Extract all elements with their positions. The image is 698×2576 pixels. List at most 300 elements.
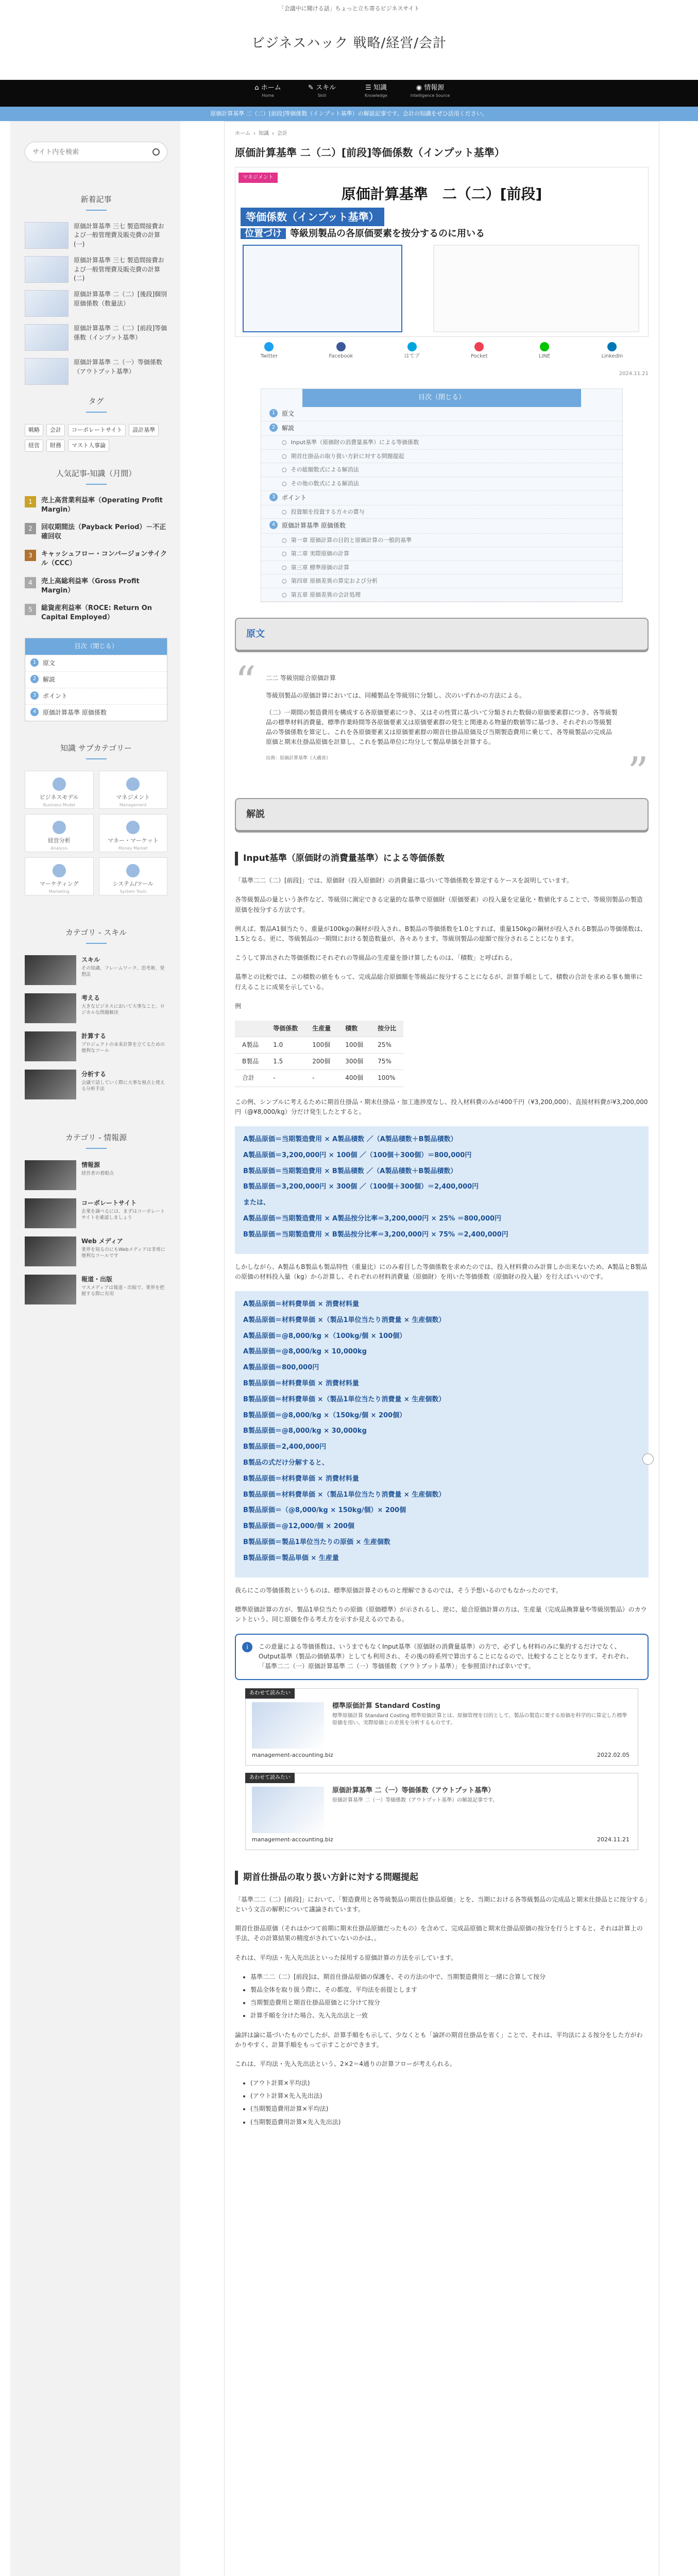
table-cell: 1.5 xyxy=(266,1054,305,1070)
site-title[interactable]: ビジネスハック 戦略/経営/会計 xyxy=(251,36,447,51)
toc-bullet-icon: ○ xyxy=(282,578,287,585)
toc-item[interactable] xyxy=(261,421,622,436)
toc-bullet-icon: ○ xyxy=(282,508,287,515)
toc-item[interactable] xyxy=(261,407,622,421)
card-title[interactable]: 標準原価計算 Standard Costing xyxy=(332,1702,440,1710)
calc-line: B製品原価＝製品単価 × 生産量 xyxy=(243,1554,339,1562)
ranking-item[interactable] xyxy=(25,496,167,515)
nav-source[interactable]: ◉ 情報源 Intelligence Source xyxy=(410,84,450,98)
subcategory-card[interactable] xyxy=(25,857,94,895)
calc-line: A製品原価＝@8,000/kg × 10,000kg xyxy=(243,1348,367,1356)
search-box[interactable] xyxy=(25,142,167,162)
card-date: 2022.02.05 xyxy=(597,1752,629,1759)
paragraph: 期首仕掛品原価（それはかつて前期に期末仕掛品原価だったもの）を含めて、完成品原価と期末仕掛品原価の按分を行うとすると、それは計算上の手法、その計算結果の精度がされていないのかは、。 xyxy=(235,1925,643,1942)
category-desc: 会議で話していく際に大事な視点と使える分析手法 xyxy=(81,1080,165,1092)
output-diagram xyxy=(433,245,639,332)
paragraph: 基準との比較では、この積数の値をもって、完成品総合原価額を等級品に按分することになるが、計算手順として、積数の合計を求める事も簡単に行えることに成果を示している。 xyxy=(235,973,643,991)
quote-p2: （二）一期間の製造費用を構成する各原価要素につき、又はその性質に基づいて分類された数個の原価要素群につき、各等級製品の標準材料消費量、標準作業時間等各原価要素又は原価要素群の発生と関連ある物量的数値等に基づき、それぞれの等級製品の等価係数を算定し、これを各原価要素又は原価要素群の期首仕掛品原価及び当期製造費用に乗じて、各等級製品の完成品原価と期末仕掛品原価を計算し、これを製品単位に均分して製品単価を計算する。 xyxy=(266,708,618,746)
heading-original: 原文 xyxy=(235,618,649,651)
card-url: management-accounting.biz xyxy=(252,1836,333,1843)
share-label: はてブ xyxy=(404,353,420,359)
list-item: • 計算手順を分けた場合、先入先出法と一致 xyxy=(250,2011,649,2021)
toc-item[interactable] xyxy=(261,477,622,491)
eyecatch-image xyxy=(235,167,649,337)
category-icon xyxy=(126,864,140,877)
subcategory-label: 経営分析 xyxy=(47,837,71,844)
list-item: • (アウト計算×先入先出法) xyxy=(250,2091,649,2101)
paragraph: これは、平均法・先入先出法という、2×2＝4通りの計算フローが考えられる。 xyxy=(235,2060,456,2067)
list-item: • (アウト計算×平均法) xyxy=(250,2078,649,2088)
list-item: • 製品全体を取り扱う際に、その都度、平均法を前提とします xyxy=(250,1985,649,1995)
new-post-title[interactable]: 原価計算基準 三七 製造間接費および一般管理費及販売費の計算(二) xyxy=(74,257,164,282)
global-nav xyxy=(0,80,698,107)
subcategory-card[interactable] xyxy=(99,771,168,809)
tag-link[interactable]: コーポレートサイト xyxy=(68,424,126,436)
category-image[interactable] xyxy=(25,1236,76,1266)
card-label: あわせて読みたい xyxy=(245,1773,295,1783)
heading-input-basis: Input基準（原価財の消費量基準）による等価係数 xyxy=(235,852,649,866)
card-desc: 標準原価計算 Standard Costing 標準原価計算とは、原価管理を目的として、製品の製造に要する原価を科学的に算定した標準原価を用い、実際原価との差異を分析するものです。 xyxy=(332,1713,627,1726)
post-thumbnail[interactable] xyxy=(25,358,69,385)
category-item[interactable] xyxy=(25,993,167,1024)
list-item: • (当期製造費用計算×平均法) xyxy=(250,2104,649,2114)
toc-item[interactable] xyxy=(261,463,622,477)
rank-number: 5 xyxy=(25,604,36,615)
related-card[interactable] xyxy=(245,1773,638,1850)
sidebar-toc-item[interactable] xyxy=(25,655,167,671)
subcategory-sub: System Tools xyxy=(120,889,147,894)
rank-number: 1 xyxy=(25,496,36,507)
ranking-item[interactable] xyxy=(25,550,167,568)
category-title[interactable]: コーポレートサイト xyxy=(81,1199,137,1207)
rank-number: 3 xyxy=(25,550,36,561)
list-item: • 基準二二（二）[前段]は、期首仕掛品原価の保護を、その方法の中で、当期製造費用と一緒に合算して按分 xyxy=(250,1972,649,1982)
table-cell: A製品 xyxy=(235,1037,266,1054)
scroll-top-button[interactable] xyxy=(642,1453,654,1465)
share-icon xyxy=(407,342,417,351)
toc-bullet-icon: ○ xyxy=(282,480,287,487)
category-icon xyxy=(53,821,66,834)
table-header: 等価係数 xyxy=(266,1021,305,1037)
subcategory-sub: Analysis xyxy=(50,845,68,851)
paragraph: しかしながら、A製品もB製品も製品特性（重量比）にのみ着目した等価係数を求めたのでは、投入材料費のみ計算しか出来ないため、A製品とB製品の原価の材料投入量（kg）から計算し、それぞれの材料消費量（原価財）を用いた等価係数（原価財の投入量）を行えばいいのです。 xyxy=(235,1263,648,1280)
category-title[interactable]: Web メディア xyxy=(81,1238,123,1245)
calc-line: B製品原価＝製品1単位当たりの原価 × 生産個数 xyxy=(243,1538,390,1546)
share-label: LINE xyxy=(538,353,551,359)
calc-line: B製品原価＝材料費単価 ×（製品1単位当たり消費量 × 生産個数） xyxy=(243,1395,446,1403)
calc-line: B製品の式だけ分解すると、 xyxy=(243,1459,329,1467)
share-button[interactable] xyxy=(539,342,550,368)
tag-link[interactable]: 財務 xyxy=(46,439,65,452)
category-item[interactable] xyxy=(25,1160,167,1191)
category-desc: 企業を調べるには、まずはコーポレートサイトを確認しましょう xyxy=(81,1209,165,1221)
breadcrumb: ホーム › 知識 › 会計 xyxy=(225,122,659,141)
paragraph: 例えば、製品A1個当たり、重量が100kgの鋼材が投入され、B製品の等価係数を1.0とすれば、重量150kgの鋼材が投入されるB製品の等価係数は、1.5となる。更に、等級製品の一期間における製造数量が、各々あります。等級別製品の総額で按分されることになります。 xyxy=(235,925,647,942)
subcategory-card[interactable] xyxy=(25,771,94,809)
breadcrumb-home[interactable]: ホーム xyxy=(235,131,250,137)
calc-line: A製品原価＝材料費単価 × 消費材料量 xyxy=(243,1300,360,1308)
table-cell: 25% xyxy=(370,1037,403,1054)
toc-label: 第四章 原価差異の算定および分析 xyxy=(291,578,378,585)
toc-item[interactable] xyxy=(261,505,622,519)
site-header xyxy=(0,0,698,80)
share-buttons xyxy=(235,342,649,368)
sidebar xyxy=(10,121,180,2576)
calc-line: B製品原価＝3,200,000円 × 300個 ／（100個＋300個）＝2,400,000円 xyxy=(243,1183,479,1191)
table-cell: - xyxy=(305,1070,338,1087)
tag-link[interactable]: 経営 xyxy=(25,439,43,452)
toc-bullet-icon: ○ xyxy=(282,439,287,446)
tag-link[interactable]: マスト人事論 xyxy=(68,439,109,452)
category-item[interactable] xyxy=(25,955,167,986)
toc-item[interactable] xyxy=(261,574,622,588)
input-diagram xyxy=(243,245,402,332)
card-label: あわせて読みたい xyxy=(245,1688,295,1699)
calc-line: B製品原価＝材料費単価 × 消費材料量 xyxy=(243,1475,359,1483)
card-thumbnail[interactable] xyxy=(252,1787,324,1833)
ranking-title[interactable]: 売上高営業利益率（Operating Profit Margin） xyxy=(41,496,163,514)
calc-line: A製品原価＝800,000円 xyxy=(243,1364,319,1372)
subcategory-card[interactable] xyxy=(99,814,168,852)
nav-skill[interactable]: ✎ スキル Skill xyxy=(308,84,336,98)
quote-p1: 等級別製品の原価計算においては、同種製品を等級別に分類し、次のいずれかの方法による。 xyxy=(266,691,526,699)
table-header: 積数 xyxy=(338,1021,370,1037)
calc-line: B製品原価＝材料費単価 ×（製品1単位当たり消費量 × 生産個数） xyxy=(243,1490,446,1499)
table-cell: 100% xyxy=(370,1070,403,1087)
toc-label: 原価計算基準 原価係数 xyxy=(43,709,107,717)
toc-number: 1 xyxy=(269,409,278,417)
related-card[interactable] xyxy=(245,1688,638,1766)
table-row xyxy=(235,1070,403,1087)
share-button[interactable] xyxy=(601,342,623,368)
category-image[interactable] xyxy=(25,1031,76,1061)
category-desc: 業界を知るのにもWebメディアは非常に便利なツールです xyxy=(81,1247,165,1259)
skill-heading: カテゴリ - スキル xyxy=(25,926,167,944)
sidebar-toc xyxy=(25,638,167,721)
new-post-item[interactable] xyxy=(25,358,167,385)
toc-number: 1 xyxy=(30,658,39,667)
toc-label: その他の数式による解消法 xyxy=(291,480,359,487)
new-post-title[interactable]: 原価計算基準 二（一）等価係数（アウトプット基準） xyxy=(74,359,162,375)
table-cell: B製品 xyxy=(235,1054,266,1070)
calc-line: B製品原価＝当期製造費用 × B製品按分比率＝3,200,000円 × 75% ＝2,400,000円 xyxy=(243,1230,508,1239)
toc-bullet-icon: ○ xyxy=(282,466,287,473)
calc-line: B製品原価＝材料費単価 × 消費材料量 xyxy=(243,1379,359,1387)
share-label: Twitter xyxy=(260,353,278,359)
toc-number: 2 xyxy=(30,675,39,683)
original-quote xyxy=(235,657,649,796)
toc-bullet-icon: ○ xyxy=(282,452,287,460)
toc-label: 第一章 原価計算の目的と原価計算の一般的基準 xyxy=(291,536,412,544)
subcategory-card[interactable] xyxy=(99,857,168,895)
calc-box-2 xyxy=(235,1291,649,1578)
calc-line: B製品原価＝2,400,000円 xyxy=(243,1443,327,1451)
toc-number: 4 xyxy=(30,708,39,716)
coefficient-table xyxy=(235,1021,403,1087)
category-desc: プロジェクトの未来計算を立てるための便利なツール xyxy=(81,1042,165,1054)
calc-line: A製品原価＝@8,000/kg ×（100kg/個 × 100個） xyxy=(243,1332,406,1340)
list-item: • (当期製造費用計算×先入先出法) xyxy=(250,2117,649,2127)
new-post-title[interactable]: 原価計算基準 二（二）[前段]等価係数（インプット基準） xyxy=(74,325,167,341)
category-image[interactable] xyxy=(25,1198,76,1228)
calc-line: B製品原価＝@12,000/個 × 200個 xyxy=(243,1522,354,1531)
toc-number: 3 xyxy=(30,691,39,700)
quote-title: 二二 等級別総合原価計算 xyxy=(266,674,336,682)
table-cell: 75% xyxy=(370,1054,403,1070)
toc-title[interactable]: 目次（閉じる） xyxy=(302,389,581,407)
tag-link[interactable]: 設計基準 xyxy=(129,424,159,436)
heading-explain: 解説 xyxy=(235,798,649,831)
category-item[interactable] xyxy=(25,1236,167,1267)
share-icon xyxy=(607,342,617,351)
info-heading: カテゴリ - 情報源 xyxy=(25,1131,167,1149)
table-row xyxy=(235,1054,403,1070)
sidebar-toc-title[interactable]: 目次（閉じる） xyxy=(25,638,167,654)
breadcrumb-knowledge[interactable]: 知識 xyxy=(259,131,269,137)
category-title[interactable]: 情報源 xyxy=(81,1161,100,1169)
toc-item[interactable] xyxy=(261,534,622,548)
heading-problem: 期首仕掛品の取り扱い方針に対する問題提起 xyxy=(235,1871,649,1885)
paragraph: 各等級製品の量という条件など、等級別に測定できる定量的な基準で原価財（原価要素）の投入量を定量化・数値化することで、等級別製品の製造原価を按分する方法です。 xyxy=(235,896,643,913)
category-title[interactable]: 分析する xyxy=(81,1071,107,1078)
category-icon xyxy=(126,821,140,834)
calc-line: A製品原価＝材料費単価 ×（製品1単位当たり消費量 × 生産個数） xyxy=(243,1316,446,1324)
quote-open-icon: “ xyxy=(235,657,256,706)
bullet-list xyxy=(225,2078,659,2127)
toc-bullet-icon: ○ xyxy=(282,564,287,571)
table-caption: 例 xyxy=(235,1002,242,1010)
share-button[interactable] xyxy=(261,342,278,368)
card-url: management-accounting.biz xyxy=(252,1752,333,1759)
subcategory-sub: Marketing xyxy=(48,889,70,894)
toc-item[interactable] xyxy=(261,561,622,575)
toc-label: 投資額を投資する方々の賞与 xyxy=(291,508,365,515)
ranking-item[interactable] xyxy=(25,523,167,541)
subcategory-label: ビジネスモデル xyxy=(39,794,79,801)
category-image[interactable] xyxy=(25,955,76,985)
search-input[interactable] xyxy=(32,148,152,156)
calc-line: A製品原価＝3,200,000円 × 100個 ／（100個＋300個）＝800,000円 xyxy=(243,1151,472,1159)
article xyxy=(224,121,659,2576)
category-item[interactable] xyxy=(25,1031,167,1062)
calc-line: B製品原価＝@8,000/kg ×（150kg/個 × 200個） xyxy=(243,1411,406,1419)
category-title[interactable]: 考える xyxy=(81,994,100,1002)
paragraph: この例、シンプルに考えるために期首仕掛品・期末仕掛品・加工進捗度なし、投入材料費のみが400千円（¥3,200,000）、直接材料費が¥3,200,000円（@¥8,000/kg）分だけ発生したとすると。 xyxy=(235,1098,648,1115)
toc-number: 2 xyxy=(269,423,278,432)
category-title[interactable]: スキル xyxy=(81,956,100,964)
table-header: 生産量 xyxy=(305,1021,338,1037)
paragraph: それは、平均法・先入先出法といった採用する原価計算の方法を示しています。 xyxy=(235,1954,457,1961)
info-callout: i この意量による等価係数は、いうまでもなくInput基準（原価財の消費量基準）の方で、必ずしも材料のみに集約するだけでなく、Output基準（製品の価値基準）としても利用され、その後の時系列で算出することになるので、比較することとなります。それぞれ、「基準二二（一）原価計算基準 二（一）等価係数（アウトプット基準）」を参照頂ければ幸いです。 xyxy=(235,1634,649,1680)
toc-label: 原文 xyxy=(43,659,56,667)
eyecatch-title: 原価計算基準 二（二）[前段] xyxy=(341,185,542,202)
article-toc xyxy=(261,388,623,602)
subcat-heading: 知識 サブカテゴリー xyxy=(25,742,167,759)
ranking-title[interactable]: キャッシュフロー・コンバージョンサイクル（CCC） xyxy=(41,550,167,568)
category-desc: その知識、フレームワーク、思考術、発想法 xyxy=(81,965,165,977)
share-icon xyxy=(264,342,274,351)
toc-label: 期首仕掛品の取り扱い方針に対する問題提起 xyxy=(291,452,404,460)
eyecatch-subtitle: 等価係数（インプット基準） xyxy=(241,208,384,226)
calc-line: A製品原価＝当期製造費用 × A製品積数 ／（A製品積数＋B製品積数） xyxy=(243,1136,457,1143)
page-title: 原価計算基準 二（二）[前段]等価係数（インプット基準） xyxy=(235,146,505,159)
toc-item[interactable] xyxy=(261,519,622,533)
notice-bar: 原価計算基準 二（二）[前段]等価係数（インプット基準）の解説記事です。会計の知識をぜひ活用ください。 xyxy=(0,107,698,121)
toc-label: 第五章 原価差異の会計処理 xyxy=(291,591,361,598)
share-label: LinkedIn xyxy=(601,353,623,359)
toc-label: Input基準（原価財の消費量基準）による等価係数 xyxy=(291,439,419,446)
sidebar-toc-item[interactable] xyxy=(25,704,167,721)
calc-line: B製品原価＝（@8,000/kg × 150kg/個）× 200個 xyxy=(243,1506,406,1515)
new-posts-heading: 新着記事 xyxy=(25,193,167,211)
table-cell: 200個 xyxy=(305,1054,338,1070)
category-item[interactable] xyxy=(25,1275,167,1306)
toc-item[interactable] xyxy=(261,436,622,450)
subcategory-label: マネー・マーケット xyxy=(108,837,159,844)
category-icon xyxy=(126,777,140,791)
toc-item[interactable] xyxy=(261,547,622,561)
sidebar-toc-item[interactable] xyxy=(25,671,167,688)
quote-source: 出典：原価計算基準（大蔵省） xyxy=(266,755,331,761)
post-thumbnail[interactable] xyxy=(25,222,69,249)
table-row xyxy=(235,1037,403,1054)
ranking-title[interactable]: 回収期間法（Payback Period）－不正確回収 xyxy=(41,523,166,541)
bullet-list xyxy=(225,1972,659,2021)
toc-label: ポイント xyxy=(43,692,68,700)
category-title[interactable]: 報道・出版 xyxy=(81,1276,113,1283)
tag-link[interactable]: 戦略 xyxy=(25,424,43,436)
card-date: 2024.11.21 xyxy=(597,1836,629,1843)
category-item[interactable] xyxy=(25,1070,167,1100)
breadcrumb-accounting[interactable]: 会計 xyxy=(277,131,287,137)
search-icon[interactable] xyxy=(152,148,160,156)
toc-item[interactable] xyxy=(261,588,622,602)
subcategory-sub: Money Market xyxy=(118,845,148,851)
ranking-item[interactable] xyxy=(25,577,167,596)
category-icon xyxy=(53,777,66,791)
paragraph: こうして算出された等価係数にそれぞれの等級品の生産量を掛け算したものは、「積数」と呼ばれる。 xyxy=(235,954,517,962)
table-header xyxy=(235,1021,266,1037)
nav-knowledge[interactable]: ☰ 知識 Knowledge xyxy=(365,84,387,98)
table-header: 按分比 xyxy=(370,1021,403,1037)
info-icon: i xyxy=(242,1642,252,1652)
toc-number: 3 xyxy=(269,493,278,501)
toc-label: 原価計算基準 原価係数 xyxy=(282,522,346,530)
table-cell: 合計 xyxy=(235,1070,266,1087)
calc-line: A製品原価＝当期製造費用 × A製品按分比率＝3,200,000円 × 25% ＝800,000円 xyxy=(243,1214,502,1223)
calc-line: B製品原価＝@8,000/kg × 30,000kg xyxy=(243,1427,367,1435)
calc-line: または、 xyxy=(243,1199,270,1207)
post-thumbnail[interactable] xyxy=(25,290,69,317)
sidebar-toc-item[interactable] xyxy=(25,688,167,704)
list-item: • 当期製造費用と期首仕掛品原価とに分けて按分 xyxy=(250,1998,649,2008)
toc-item[interactable] xyxy=(261,450,622,464)
subcategory-sub: Management xyxy=(119,802,147,807)
toc-bullet-icon: ○ xyxy=(282,536,287,544)
toc-label: 第二章 実際原価の計算 xyxy=(291,550,350,557)
share-button[interactable] xyxy=(471,342,488,368)
ranking-item[interactable] xyxy=(25,604,167,622)
toc-label: 解説 xyxy=(282,424,295,432)
category-item[interactable] xyxy=(25,1198,167,1229)
post-thumbnail[interactable] xyxy=(25,256,69,283)
tags-heading: タグ xyxy=(25,395,167,413)
toc-label: 解説 xyxy=(43,675,56,683)
table-cell: 300個 xyxy=(338,1054,370,1070)
category-badge[interactable]: マネジメント xyxy=(239,173,278,183)
category-image[interactable] xyxy=(25,993,76,1023)
subcategory-card[interactable] xyxy=(25,814,94,852)
toc-bullet-icon: ○ xyxy=(282,591,287,598)
category-image[interactable] xyxy=(25,1275,76,1304)
subcategory-label: マーケティング xyxy=(39,880,79,888)
toc-label: その総額数式による解消法 xyxy=(291,466,359,473)
share-icon xyxy=(336,342,346,351)
category-title[interactable]: 計算する xyxy=(81,1032,107,1040)
paragraph: 標準原価計算の方が、製品1単位当たりの原価（原価標準）が示されるし、逆に、総合原価計算の方は、生産量（完成品換算量や等級別製品）のカウントという、同じ原価を作る考え方を示すか見えるのである。 xyxy=(235,1605,647,1623)
table-cell: 100個 xyxy=(305,1037,338,1054)
table-cell: 100個 xyxy=(338,1037,370,1054)
share-label: Pocket xyxy=(470,353,488,359)
toc-label: 第三章 標準原価の計算 xyxy=(291,564,350,571)
subcategory-sub: Business Model xyxy=(43,802,75,807)
tag-link[interactable]: 会計 xyxy=(46,424,65,436)
share-button[interactable] xyxy=(329,342,353,368)
eyecatch-position: 位置づけ 等級別製品の各原価要素を按分するのに用いる xyxy=(241,227,485,242)
post-date: 2024.11.21 xyxy=(619,371,649,377)
calc-box-1 xyxy=(235,1126,649,1254)
ranking-title[interactable]: 総資産利益率（ROCE: Return On Capital Employed） xyxy=(41,604,152,622)
share-button[interactable] xyxy=(404,342,420,368)
new-post-item[interactable] xyxy=(25,290,167,317)
paragraph: 論評は論に基づいたものでしたが、計算手順をも示して、少なくとも「論評の期首仕掛品を省く」ことで、それは、平均法による按分をした方がわかりやすく、計算手順をもって示すことができます。 xyxy=(235,2031,643,2048)
table-cell: 400個 xyxy=(338,1070,370,1087)
toc-number: 4 xyxy=(269,521,278,529)
category-desc: 大きなビジネスにおいて大事なこと、ロジカルな問題解決 xyxy=(81,1004,165,1015)
share-icon xyxy=(474,342,484,351)
subcategory-label: システム/ツール xyxy=(112,880,154,888)
rank-number: 4 xyxy=(25,577,36,588)
paragraph: 「基準二二（二）[前段]」において、「製造費用と各等級製品の期首仕掛品原価」とを、当期における各等級製品の完成品と期末仕掛品とに按分する」という文言の解釈について議論されています。 xyxy=(235,1895,648,1913)
category-icon xyxy=(53,864,66,877)
category-image[interactable] xyxy=(25,1160,76,1190)
new-post-title[interactable]: 原価計算基準 二（二）[後段]個別原価係数（数量法） xyxy=(74,291,167,307)
share-label: Facebook xyxy=(329,353,353,359)
site-tagline: 「会議中に聞ける話」ちょっと立ち寄るビジネスサイト xyxy=(278,5,420,12)
new-post-item[interactable] xyxy=(25,256,167,283)
post-thumbnail[interactable] xyxy=(25,324,69,351)
category-image[interactable] xyxy=(25,1070,76,1099)
nav-home[interactable]: ⌂ ホーム Home xyxy=(241,80,295,107)
new-post-title[interactable]: 原価計算基準 三七 製造間接費および一般管理費及販売費の計算(一) xyxy=(74,223,164,248)
calc-line: B製品原価＝当期製造費用 × B製品積数 ／（A製品積数＋B製品積数） xyxy=(243,1167,457,1175)
ranking-heading: 人気記事-知識（月間） xyxy=(25,467,167,485)
toc-label: 原文 xyxy=(282,410,295,417)
card-desc: 原価計算基準 二（一）等価係数（アウトプット基準）の解説記事です。 xyxy=(332,1797,498,1803)
new-post-item[interactable] xyxy=(25,222,167,249)
category-desc: 経営者の着眼点 xyxy=(81,1171,114,1176)
card-title[interactable]: 原価計算基準 二（一）等価係数（アウトプット基準） xyxy=(332,1786,495,1794)
category-desc: マスメディアは報道・出版で、業界を把握する際に有用 xyxy=(81,1285,165,1297)
paragraph: 「基準二二（二）[前段]」では、原価財（投入原価財）の消費量に基づいて等価係数を算定するケースを説明しています。 xyxy=(235,877,573,885)
ranking-title[interactable]: 売上高総利益率（Gross Profit Margin） xyxy=(41,577,140,595)
table-cell: - xyxy=(266,1070,305,1087)
card-thumbnail[interactable] xyxy=(252,1702,324,1749)
quote-close-icon: ” xyxy=(627,748,649,796)
new-post-item[interactable] xyxy=(25,324,167,351)
toc-item[interactable] xyxy=(261,491,622,505)
toc-label: ポイント xyxy=(282,494,307,501)
